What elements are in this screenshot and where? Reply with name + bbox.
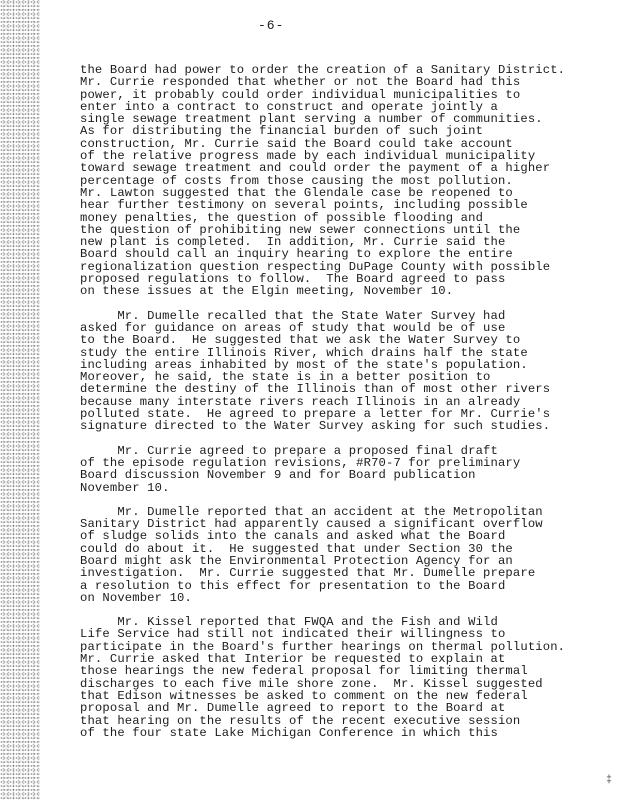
text-line: single sewage treatment plant serving a number of communities. bbox=[80, 112, 543, 127]
text-line: Sanitary District had apparently caused a significant overflow bbox=[80, 517, 543, 532]
text-line: could do about it. He suggested that under Section 30 the bbox=[80, 541, 513, 556]
text-line: those hearings the new federal proposal for limiting thermal bbox=[80, 664, 528, 679]
text-line: on November 10. bbox=[80, 590, 192, 605]
text-line: Mr. Lawton suggested that the Glendale case be reopened to bbox=[80, 185, 513, 200]
text-line: Board might ask the Environmental Protection Agency for an bbox=[80, 553, 513, 568]
text-line: money penalties, the question of possible flooding and bbox=[80, 210, 484, 225]
text-line: proposal and Mr. Dumelle agreed to report to the Board at bbox=[80, 701, 506, 716]
text-line: polluted state. He agreed to prepare a letter for Mr. Currie's bbox=[80, 407, 551, 422]
page-number: -6- bbox=[258, 18, 285, 33]
text-line: including areas inhabited by most of the state's population. bbox=[80, 357, 528, 372]
text-line: the Board had power to order the creation of a Sanitary District. bbox=[80, 63, 566, 77]
text-line: hear further testimony on several points, including possible bbox=[80, 198, 528, 213]
text-line: that hearing on the results of the recent executive session bbox=[80, 713, 521, 728]
text-line: Board discussion November 9 and for Board publication bbox=[80, 468, 476, 483]
text-line: power, it probably could order individual municipalities to bbox=[80, 87, 521, 102]
text-line: Mr. Currie responded that whether or not the Board had this bbox=[80, 75, 521, 90]
paragraph bbox=[80, 64, 580, 298]
text-line: new plant is completed. In addition, Mr. Currie said the bbox=[80, 235, 506, 250]
text-line: Mr. Kissel reported that FWQA and the Fish and Wild bbox=[80, 615, 498, 630]
text-line: because many interstate rivers reach Illinois in an already bbox=[80, 394, 521, 409]
paragraph bbox=[80, 310, 580, 433]
text-line: of sludge solids into the canals and asked what the Board bbox=[80, 529, 506, 544]
text-line: Life Service had still not indicated their willingness to bbox=[80, 627, 506, 642]
text-line: proposed regulations to follow. The Board agreed to pass bbox=[80, 272, 506, 287]
text-line: signature directed to the Water Survey asking for such studies. bbox=[80, 419, 551, 434]
scan-edge-noise bbox=[0, 0, 40, 800]
text-line: Mr. Dumelle recalled that the State Water Survey had bbox=[80, 308, 506, 323]
corner-mark: ‡ bbox=[605, 775, 612, 786]
text-line: to the Board. He suggested that we ask the Water Survey to bbox=[80, 333, 521, 348]
text-line: on these issues at the Elgin meeting, November 10. bbox=[80, 284, 454, 299]
text-line: regionalization question respecting DuPage County with possible bbox=[80, 259, 551, 274]
text-line: percentage of costs from those causing the most pollution. bbox=[80, 173, 513, 188]
text-line: of the relative progress made by each individual municipality bbox=[80, 149, 536, 164]
text-line: of the four state Lake Michigan Conference in which this bbox=[80, 725, 498, 740]
text-line: the question of prohibiting new sewer connections until the bbox=[80, 222, 521, 237]
paragraph-gap bbox=[80, 433, 580, 445]
text-line: Board should call an inquiry hearing to explore the entire bbox=[80, 247, 513, 262]
paragraph bbox=[80, 616, 580, 739]
paragraph-gap bbox=[80, 298, 580, 310]
paragraph bbox=[80, 506, 580, 604]
text-line: enter into a contract to construct and operate jointly a bbox=[80, 99, 498, 114]
paragraph-gap bbox=[80, 494, 580, 506]
text-line: of the episode regulation revisions, #R70-7 for preliminary bbox=[80, 455, 521, 470]
text-line: study the entire Illinois River, which drains half the state bbox=[80, 345, 528, 360]
text-line: Mr. Dumelle reported that an accident at the Metropolitan bbox=[80, 504, 543, 519]
text-line: construction, Mr. Currie said the Board could take account bbox=[80, 136, 513, 151]
text-line: toward sewage treatment and could order the payment of a higher bbox=[80, 161, 551, 176]
text-line: November 10. bbox=[80, 480, 170, 495]
text-line: determine the destiny of the Illinois than of most other rivers bbox=[80, 382, 551, 397]
text-line: Moreover, he said, the state is in a better position to bbox=[80, 370, 491, 385]
text-line: investigation. Mr. Currie suggested that Mr. Dumelle prepare bbox=[80, 566, 536, 581]
text-line: a resolution to this effect for presentation to the Board bbox=[80, 578, 506, 593]
text-line: As for distributing the financial burden of such joint bbox=[80, 124, 484, 139]
text-line: Mr. Currie asked that Interior be requested to explain at bbox=[80, 652, 506, 667]
document-body bbox=[80, 64, 580, 739]
paragraph bbox=[80, 445, 580, 494]
text-line: Mr. Currie agreed to prepare a proposed final draft bbox=[80, 443, 498, 458]
text-line: discharges to each five mile shore zone. Mr. Kissel suggested bbox=[80, 676, 543, 691]
text-line: asked for guidance on areas of study that would be of use bbox=[80, 320, 506, 335]
text-line: participate in the Board's further hearings on thermal pollution. bbox=[80, 639, 566, 654]
text-line: that Edison witnesses be asked to comment on the new federal bbox=[80, 688, 528, 703]
